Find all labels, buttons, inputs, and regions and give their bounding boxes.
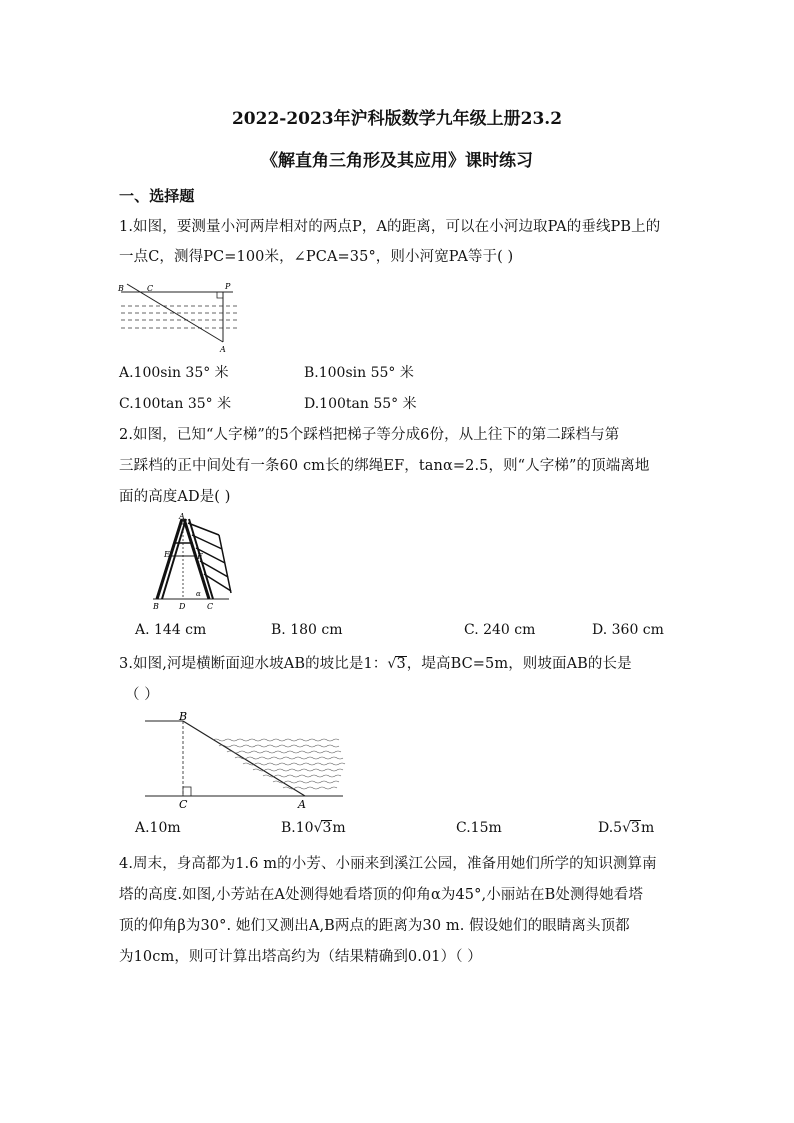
doc-title-line2: 《解直角三角形及其应用》课时练习 [261,151,533,171]
q3-label-a: A [298,798,306,811]
q3-option-d [598,820,654,836]
q3-text-line2: （ ） [125,687,159,703]
q3-option-c: C.15m [456,820,502,836]
q3-option-d-suffix: m [640,820,655,836]
q3-radical-sign: √ [387,656,397,672]
q2-label-alpha: α [196,590,201,598]
q3-option-d-prefix: D.5 [598,820,623,836]
q4-text-line1: 4.周末，身高都为1.6 m的小芳、小丽来到溪江公园，准备用她们所学的知识测算南 [119,856,657,872]
q2-label-f: F [197,552,203,561]
q2-option-b: B. 180 cm [271,622,343,638]
q2-left-leg [157,519,182,599]
q2-text-line2: 三踩档的正中间处有一条60 cm长的绑绳EF，tanα=2.5，则“人字梯”的顶端离地 [119,458,650,474]
q3-slope-ab [183,721,305,796]
q1-option-d: D.100tan 55° 米 [304,396,417,412]
q1-label-p: P [225,282,231,291]
q2-label-a: A [179,513,185,521]
q4-text-line2: 塔的高度.如图,小芳站在A处测得她看塔顶的仰角α为45°,小丽站在B处测得她看塔 [119,887,643,903]
q3-option-d-radicand: 3 [631,820,640,836]
q3-option-b [281,820,346,836]
q3-text-suffix: ，堤高BC=5m，则坡面AB的长是 [406,656,632,672]
q2-ladder-figure [145,513,237,611]
q1-option-a: A.100sin 35° 米 [119,365,229,381]
q2-label-e: E [164,550,170,559]
q3-water-waves [213,739,345,789]
q3-text-line1 [119,652,632,673]
q1-river-figure [117,280,245,354]
q1-right-angle-mark [217,292,223,298]
q3-text-prefix: 3.如图,河堤横断面迎水坡AB的坡比是1： [119,656,388,672]
q2-label-d: D [179,602,186,611]
q3-label-c: C [179,798,188,811]
q3-option-b-radical-sign: √ [313,820,323,836]
q2-text-line3: 面的高度AD是( ) [119,489,231,505]
q3-option-d-radical-sign: √ [622,820,632,836]
q2-label-b: B [153,602,159,611]
q1-option-c: C.100tan 35° 米 [119,396,232,412]
q2-text-line1: 2.如图，已知“人字梯”的5个踩档把梯子等分成6份，从上往下的第二踩档与第 [119,427,620,443]
q3-option-a: A.10m [135,820,181,836]
doc-title-line1: 2022-2023年沪科版数学九年级上册23.2 [231,109,563,129]
q1-option-b: B.100sin 55° 米 [304,365,414,381]
q3-option-b-prefix: B.10 [281,820,314,836]
q3-option-b-radicand: 3 [322,820,332,836]
section-heading: 一、选择题 [119,187,195,205]
q2-label-c: C [207,602,214,611]
q2-option-c: C. 240 cm [464,622,536,638]
q3-option-b-suffix: m [332,820,346,836]
q1-text-line1: 1.如图，要测量小河两岸相对的两点P，A的距离，可以在小河边取PA的垂线PB上的 [119,219,661,235]
q2-option-a: A. 144 cm [135,622,207,638]
q4-text-line4: 为10cm，则可计算出塔高约为（结果精确到0.01）（ ） [119,949,482,965]
q3-radicand: 3 [396,656,406,672]
q3-embankment-figure [143,710,363,812]
q1-label-a: A [220,345,226,354]
q1-label-c: C [147,284,154,293]
q1-label-b: B [118,284,124,293]
q4-text-line3: 顶的仰角β为30°. 她们又测出A,B两点的距离为30 m. 假设她们的眼睛离头顶都 [119,918,630,934]
q1-text-line2: 一点C，测得PC=100米，∠PCA=35°，则小河宽PA等于( ) [119,249,514,265]
q2-left-leg-inner [162,519,186,599]
q3-label-b: B [179,710,188,723]
q2-option-d: D. 360 cm [592,622,664,638]
q3-right-angle-mark [183,787,191,796]
